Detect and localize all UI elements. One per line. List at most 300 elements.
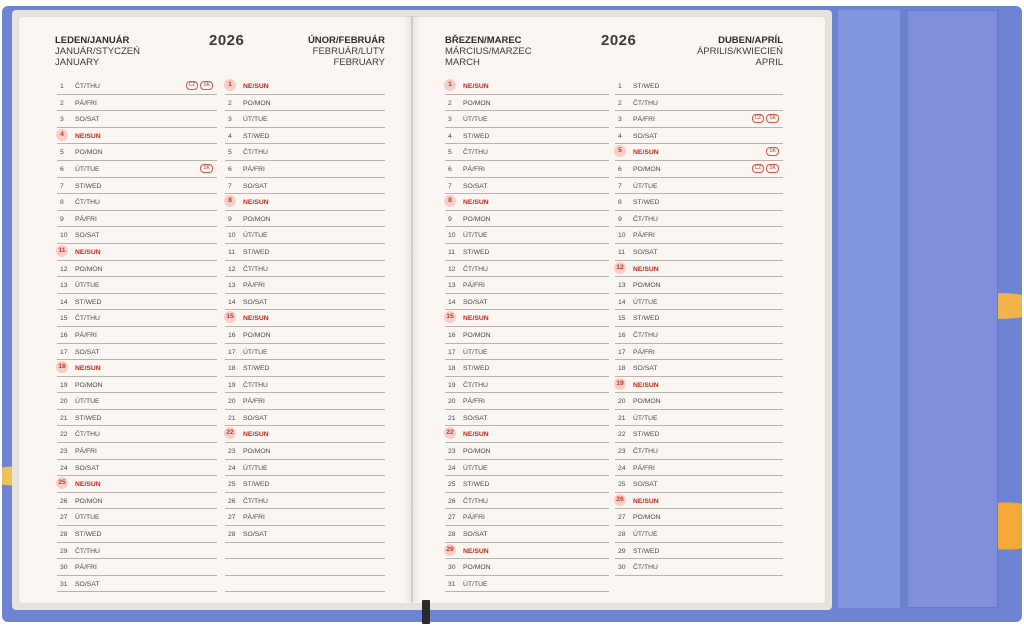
weekday-label: PO/MON	[463, 564, 491, 572]
day-number: 6	[448, 165, 452, 173]
weekday-label: PO/MON	[75, 381, 103, 389]
weekday-label: ÚT/TUE	[463, 580, 488, 588]
day-row[interactable]	[445, 344, 609, 361]
month-subtitle: ÁPRILIS/KWIECIEŃ	[696, 46, 783, 57]
day-number: 16	[228, 331, 236, 339]
weekday-label: PO/MON	[463, 448, 491, 456]
weekday-label: ČT/THU	[75, 199, 100, 207]
weekday-label: NE/SUN	[75, 365, 101, 373]
weekday-label: ČT/THU	[633, 331, 658, 339]
weekday-label: PÁ/FRI	[243, 282, 265, 290]
weekday-label: ST/WED	[463, 365, 490, 373]
day-number: 3	[60, 116, 64, 124]
day-number: 29	[618, 547, 626, 555]
day-row[interactable]	[445, 310, 609, 327]
weekday-label: NE/SUN	[633, 265, 659, 273]
weekday-label: PÁ/FRI	[633, 232, 655, 240]
weekday-label: ČT/THU	[633, 99, 658, 107]
day-number: 7	[228, 182, 232, 190]
day-number: 5	[60, 149, 64, 157]
day-row[interactable]	[225, 244, 385, 261]
day-number: 24	[448, 464, 456, 472]
day-row[interactable]	[445, 244, 609, 261]
ribbon-bookmark[interactable]	[422, 600, 430, 624]
flap-fold	[900, 10, 908, 608]
day-number: 2	[60, 99, 64, 107]
day-row[interactable]	[225, 493, 385, 510]
day-number: 7	[448, 182, 452, 190]
day-row[interactable]	[615, 78, 783, 95]
day-row[interactable]	[57, 526, 217, 543]
day-row[interactable]	[225, 393, 385, 410]
day-row[interactable]	[615, 327, 783, 344]
march-header	[445, 35, 532, 68]
day-number: 27	[228, 514, 236, 522]
month-subtitle: MÁRCIUS/MARZEC	[445, 46, 532, 57]
day-number: 23	[60, 448, 68, 456]
weekday-label: ÚT/TUE	[75, 165, 100, 173]
day-row[interactable]	[225, 377, 385, 394]
day-row[interactable]	[615, 493, 783, 510]
day-row[interactable]	[57, 261, 217, 278]
weekday-label: NE/SUN	[633, 497, 659, 505]
day-row[interactable]	[225, 426, 385, 443]
day-number: 9	[228, 215, 232, 223]
day-row[interactable]	[57, 360, 217, 377]
day-row[interactable]	[225, 194, 385, 211]
february-day-list	[225, 78, 385, 592]
day-row[interactable]	[615, 310, 783, 327]
day-row[interactable]	[57, 344, 217, 361]
weekday-label: PO/MON	[75, 265, 103, 273]
day-number: 26	[614, 494, 626, 506]
weekday-label: ÚT/TUE	[633, 182, 658, 190]
day-row[interactable]	[445, 476, 609, 493]
day-row[interactable]	[445, 377, 609, 394]
day-number: 25	[448, 481, 456, 489]
elastic-band[interactable]	[838, 10, 901, 608]
weekday-label: ÚT/TUE	[463, 232, 488, 240]
weekday-label: ČT/THU	[243, 381, 268, 389]
day-row[interactable]	[445, 493, 609, 510]
day-row[interactable]	[225, 327, 385, 344]
day-number: 12	[448, 265, 456, 273]
day-number: 11	[448, 248, 456, 256]
day-number: 20	[618, 398, 626, 406]
day-number: 31	[448, 580, 456, 588]
day-number: 11	[618, 248, 626, 256]
day-row[interactable]	[225, 460, 385, 477]
day-row[interactable]	[615, 393, 783, 410]
day-number: 8	[618, 199, 622, 207]
weekday-label: ST/WED	[633, 547, 660, 555]
weekday-label: ÚT/TUE	[463, 116, 488, 124]
weekday-label: SO/SAT	[463, 414, 488, 422]
day-number: 1	[224, 79, 236, 91]
day-row[interactable]	[615, 460, 783, 477]
weekday-label: ÚT/TUE	[633, 414, 658, 422]
day-row[interactable]	[225, 261, 385, 278]
weekday-label: ČT/THU	[633, 448, 658, 456]
weekday-label: PÁ/FRI	[243, 514, 265, 522]
day-row[interactable]	[225, 161, 385, 178]
day-number: 6	[618, 165, 622, 173]
weekday-label: PÁ/FRI	[75, 215, 97, 223]
day-row[interactable]	[445, 460, 609, 477]
day-row[interactable]	[615, 111, 783, 128]
day-row[interactable]	[445, 277, 609, 294]
day-row[interactable]	[615, 559, 783, 576]
day-row[interactable]	[57, 426, 217, 443]
day-row[interactable]	[615, 178, 783, 195]
weekday-label: ST/WED	[463, 481, 490, 489]
day-row[interactable]	[57, 410, 217, 427]
day-row[interactable]	[225, 576, 385, 593]
day-number: 15	[60, 315, 68, 323]
weekday-label: NE/SUN	[75, 132, 101, 140]
weekday-label: PO/MON	[243, 99, 271, 107]
day-number: 13	[618, 282, 626, 290]
weekday-label: PÁ/FRI	[633, 464, 655, 472]
day-row[interactable]	[615, 244, 783, 261]
weekday-label: ÚT/TUE	[75, 398, 100, 406]
day-number: 4	[448, 132, 452, 140]
weekday-label: PÁ/FRI	[463, 165, 485, 173]
weekday-label: ČT/THU	[463, 149, 488, 157]
day-number: 1	[60, 83, 64, 90]
day-number: 16	[448, 331, 456, 339]
day-row[interactable]	[615, 543, 783, 560]
day-number: 14	[618, 298, 626, 306]
day-row[interactable]	[615, 277, 783, 294]
day-number: 23	[448, 448, 456, 456]
day-row[interactable]	[445, 360, 609, 377]
day-number: 2	[228, 99, 232, 107]
weekday-label: ČT/THU	[75, 547, 100, 555]
day-row[interactable]	[225, 443, 385, 460]
weekday-label: ČT/THU	[463, 265, 488, 273]
day-number: 17	[618, 348, 626, 356]
day-row[interactable]	[225, 95, 385, 112]
day-number: 27	[60, 514, 68, 522]
day-row[interactable]	[615, 294, 783, 311]
day-row[interactable]	[615, 410, 783, 427]
weekday-label: SO/SAT	[633, 481, 658, 489]
month-subtitle: FEBRUÁR/LUTY	[312, 46, 385, 57]
weekday-label: PÁ/FRI	[633, 116, 655, 124]
month-english: FEBRUARY	[333, 57, 385, 68]
holiday-badge: SK	[766, 114, 779, 123]
day-row[interactable]	[225, 294, 385, 311]
month-subtitle: JANUÁR/STYCZEŃ	[55, 46, 140, 57]
day-row[interactable]	[615, 211, 783, 228]
day-number: 25	[228, 481, 236, 489]
day-row[interactable]	[445, 178, 609, 195]
day-row[interactable]	[57, 277, 217, 294]
weekday-label: SO/SAT	[243, 298, 268, 306]
weekday-label: NE/SUN	[243, 83, 269, 90]
day-row[interactable]	[57, 476, 217, 493]
day-row[interactable]	[615, 377, 783, 394]
weekday-label: NE/SUN	[243, 431, 269, 439]
weekday-label: SO/SAT	[633, 132, 658, 140]
day-row[interactable]	[57, 460, 217, 477]
day-number: 29	[444, 544, 456, 556]
day-row[interactable]	[225, 78, 385, 95]
weekday-label: PO/MON	[463, 215, 491, 223]
weekday-label: PÁ/FRI	[463, 514, 485, 522]
day-row[interactable]	[57, 194, 217, 211]
weekday-label: PÁ/FRI	[633, 348, 655, 356]
day-row[interactable]	[225, 128, 385, 145]
holiday-badge: CZ	[752, 164, 765, 173]
day-number: 17	[60, 348, 68, 356]
day-row[interactable]	[615, 526, 783, 543]
day-row[interactable]	[615, 344, 783, 361]
day-row[interactable]	[445, 161, 609, 178]
day-number: 20	[228, 398, 236, 406]
year-label: 2026	[209, 32, 245, 49]
weekday-label: PÁ/FRI	[75, 331, 97, 339]
weekday-label: NE/SUN	[243, 315, 269, 323]
weekday-label: PÁ/FRI	[75, 448, 97, 456]
weekday-label: ČT/THU	[243, 497, 268, 505]
weekday-label: NE/SUN	[633, 149, 659, 157]
day-row[interactable]	[57, 393, 217, 410]
day-row[interactable]	[57, 128, 217, 145]
day-number: 6	[60, 165, 64, 173]
day-number: 25	[618, 481, 626, 489]
weekday-label: ÚT/TUE	[243, 348, 268, 356]
day-row[interactable]	[445, 526, 609, 543]
day-row[interactable]	[615, 194, 783, 211]
day-number: 18	[448, 365, 456, 373]
weekday-label: SO/SAT	[633, 365, 658, 373]
day-row[interactable]	[615, 144, 783, 161]
day-row[interactable]	[57, 509, 217, 526]
weekday-label: ČT/THU	[75, 83, 100, 90]
day-number: 18	[618, 365, 626, 373]
day-number: 10	[60, 232, 68, 240]
day-number: 18	[56, 361, 68, 373]
holiday-badges	[764, 147, 779, 156]
day-number: 10	[448, 232, 456, 240]
day-row[interactable]	[57, 111, 217, 128]
weekday-label: PÁ/FRI	[75, 564, 97, 572]
day-row[interactable]	[615, 360, 783, 377]
weekday-label: SO/SAT	[75, 464, 100, 472]
day-row[interactable]	[445, 128, 609, 145]
day-number: 15	[444, 311, 456, 323]
day-row[interactable]	[445, 111, 609, 128]
day-number: 2	[448, 99, 452, 107]
day-row[interactable]	[57, 78, 217, 95]
day-row[interactable]	[445, 543, 609, 560]
weekday-label: ČT/THU	[243, 265, 268, 273]
day-number: 17	[448, 348, 456, 356]
day-number: 28	[448, 531, 456, 539]
day-number: 30	[448, 564, 456, 572]
holiday-badge: SK	[766, 147, 779, 156]
day-row[interactable]	[57, 559, 217, 576]
weekday-label: SO/SAT	[243, 414, 268, 422]
weekday-label: ST/WED	[463, 248, 490, 256]
month-title: ÚNOR/FEBRUÁR	[307, 35, 385, 46]
weekday-label: NE/SUN	[463, 199, 489, 207]
day-row[interactable]	[57, 294, 217, 311]
february-header	[269, 35, 385, 68]
month-english: APRIL	[755, 57, 783, 68]
day-row[interactable]	[225, 178, 385, 195]
weekday-label: PO/MON	[633, 398, 661, 406]
weekday-label: ST/WED	[633, 199, 660, 207]
left-page[interactable]	[18, 16, 412, 604]
day-row[interactable]	[445, 144, 609, 161]
day-row[interactable]	[445, 576, 609, 593]
day-row[interactable]	[615, 128, 783, 145]
month-title: LEDEN/JANUÁR	[55, 35, 130, 46]
day-row[interactable]	[57, 310, 217, 327]
weekday-label: ÚT/TUE	[633, 531, 658, 539]
weekday-label: SO/SAT	[463, 182, 488, 190]
day-number: 31	[60, 580, 68, 588]
day-row[interactable]	[57, 161, 217, 178]
holiday-badges	[750, 164, 779, 173]
right-page[interactable]	[412, 16, 826, 604]
day-row[interactable]	[57, 443, 217, 460]
weekday-label: PÁ/FRI	[243, 398, 265, 406]
day-row[interactable]	[615, 261, 783, 278]
weekday-label: NE/SUN	[463, 83, 489, 90]
weekday-label: SO/SAT	[463, 531, 488, 539]
year-label: 2026	[601, 32, 637, 49]
day-row[interactable]	[615, 95, 783, 112]
day-number: 11	[56, 245, 68, 257]
weekday-label: SO/SAT	[75, 348, 100, 356]
day-row[interactable]	[615, 443, 783, 460]
day-row[interactable]	[615, 161, 783, 178]
weekday-label: PO/MON	[243, 448, 271, 456]
day-number: 21	[228, 414, 236, 422]
day-row[interactable]	[57, 144, 217, 161]
weekday-label: NE/SUN	[463, 547, 489, 555]
day-number: 4	[56, 129, 68, 141]
day-row[interactable]	[445, 509, 609, 526]
day-row[interactable]	[225, 526, 385, 543]
day-row[interactable]	[225, 509, 385, 526]
day-number: 7	[618, 182, 622, 190]
day-number: 13	[448, 282, 456, 290]
day-number: 3	[228, 116, 232, 124]
day-row[interactable]	[225, 344, 385, 361]
day-number: 1	[618, 83, 622, 90]
weekday-label: PO/MON	[633, 514, 661, 522]
weekday-label: SO/SAT	[633, 248, 658, 256]
day-row[interactable]	[615, 509, 783, 526]
day-row[interactable]	[225, 277, 385, 294]
day-row[interactable]	[225, 310, 385, 327]
holiday-badges	[198, 164, 213, 173]
day-row[interactable]	[445, 194, 609, 211]
day-row[interactable]	[445, 95, 609, 112]
day-row[interactable]	[445, 393, 609, 410]
day-row[interactable]	[225, 559, 385, 576]
day-row[interactable]	[225, 360, 385, 377]
day-row[interactable]	[445, 426, 609, 443]
day-number: 3	[448, 116, 452, 124]
weekday-label: ST/WED	[75, 182, 102, 190]
day-number: 19	[60, 381, 68, 389]
day-row[interactable]	[57, 377, 217, 394]
day-row[interactable]	[57, 244, 217, 261]
day-row[interactable]	[225, 410, 385, 427]
weekday-label: ÚT/TUE	[75, 282, 100, 290]
holiday-badges	[750, 114, 779, 123]
day-row[interactable]	[445, 261, 609, 278]
weekday-label: ÚT/TUE	[463, 348, 488, 356]
weekday-label: ČT/THU	[75, 315, 100, 323]
weekday-label: NE/SUN	[75, 481, 101, 489]
day-row[interactable]	[57, 211, 217, 228]
day-row[interactable]	[615, 227, 783, 244]
day-row[interactable]	[615, 426, 783, 443]
day-row[interactable]	[445, 294, 609, 311]
weekday-label: NE/SUN	[243, 199, 269, 207]
day-row[interactable]	[445, 443, 609, 460]
weekday-label: ST/WED	[243, 365, 270, 373]
day-number: 7	[60, 182, 64, 190]
day-number: 4	[618, 132, 622, 140]
weekday-label: ÚT/TUE	[243, 464, 268, 472]
day-row[interactable]	[225, 476, 385, 493]
day-row[interactable]	[445, 327, 609, 344]
day-number: 21	[60, 414, 68, 422]
weekday-label: ČT/THU	[75, 431, 100, 439]
day-row[interactable]	[445, 211, 609, 228]
weekday-label: SO/SAT	[243, 182, 268, 190]
day-row[interactable]	[57, 493, 217, 510]
day-row[interactable]	[445, 559, 609, 576]
day-row[interactable]	[57, 178, 217, 195]
day-row[interactable]	[445, 410, 609, 427]
day-number: 14	[60, 298, 68, 306]
day-row[interactable]	[57, 576, 217, 593]
day-number: 13	[228, 282, 236, 290]
day-row[interactable]	[225, 144, 385, 161]
day-number: 6	[228, 165, 232, 173]
day-row[interactable]	[57, 543, 217, 560]
day-row[interactable]	[225, 227, 385, 244]
day-number: 22	[444, 427, 456, 439]
day-row[interactable]	[225, 543, 385, 560]
day-number: 19	[448, 381, 456, 389]
day-row[interactable]	[615, 476, 783, 493]
day-number: 10	[618, 232, 626, 240]
weekday-label: ST/WED	[633, 315, 660, 323]
day-row[interactable]	[445, 78, 609, 95]
holiday-badge: CZ	[752, 114, 765, 123]
weekday-label: ST/WED	[243, 132, 270, 140]
day-row[interactable]	[57, 227, 217, 244]
day-number: 12	[614, 262, 626, 274]
day-row[interactable]	[57, 95, 217, 112]
day-row[interactable]	[445, 227, 609, 244]
day-row[interactable]	[57, 327, 217, 344]
holiday-badge: CZ	[186, 81, 199, 90]
day-number: 22	[60, 431, 68, 439]
day-row[interactable]	[225, 211, 385, 228]
day-row[interactable]	[225, 111, 385, 128]
